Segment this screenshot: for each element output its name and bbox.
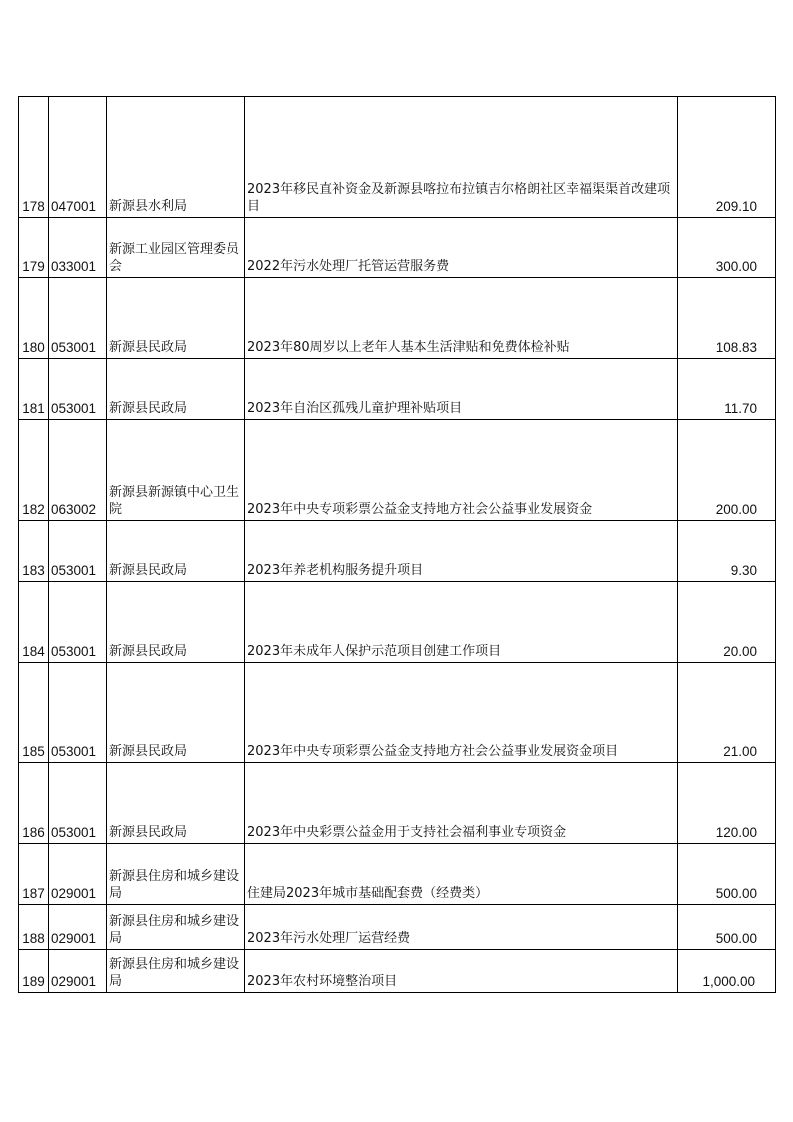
dept-code: 053001 (49, 663, 107, 763)
amount: 20.00 (678, 582, 776, 663)
table-row (19, 359, 776, 420)
amount: 300.00 (678, 218, 776, 278)
amount: 209.10 (678, 97, 776, 218)
amount: 108.83 (678, 278, 776, 359)
row-number: 178 (19, 97, 49, 218)
row-number: 185 (19, 663, 49, 763)
row-number: 188 (19, 905, 49, 950)
department: 新源县住房和城乡建设局 (107, 844, 245, 905)
dept-code: 029001 (49, 950, 107, 993)
department: 新源县民政局 (107, 582, 245, 663)
project-name: 2023年自治区孤残儿童护理补贴项目 (245, 359, 678, 420)
project-name: 2022年污水处理厂托管运营服务费 (245, 218, 678, 278)
project-name: 2023年污水处理厂运营经费 (245, 905, 678, 950)
table-row (19, 663, 776, 763)
row-number: 189 (19, 950, 49, 993)
table-row (19, 420, 776, 521)
amount: 500.00 (678, 905, 776, 950)
table-row (19, 582, 776, 663)
dept-code: 029001 (49, 844, 107, 905)
row-number: 184 (19, 582, 49, 663)
department: 新源县民政局 (107, 359, 245, 420)
row-number: 186 (19, 763, 49, 844)
row-number: 182 (19, 420, 49, 521)
department: 新源县新源镇中心卫生院 (107, 420, 245, 521)
amount: 21.00 (678, 663, 776, 763)
table-body (19, 97, 776, 993)
amount: 200.00 (678, 420, 776, 521)
amount: 9.30 (678, 521, 776, 582)
table-row (19, 844, 776, 905)
amount: 11.70 (678, 359, 776, 420)
budget-table (18, 96, 776, 993)
amount: 500.00 (678, 844, 776, 905)
department: 新源工业园区管理委员会 (107, 218, 245, 278)
department: 新源县民政局 (107, 763, 245, 844)
project-name: 2023年移民直补资金及新源县喀拉布拉镇吉尔格朗社区幸福渠渠首改建项目 (245, 97, 678, 218)
amount: 1,000.00 (678, 950, 776, 993)
table-row (19, 905, 776, 950)
row-number: 180 (19, 278, 49, 359)
department: 新源县水利局 (107, 97, 245, 218)
dept-code: 053001 (49, 359, 107, 420)
department: 新源县住房和城乡建设局 (107, 905, 245, 950)
dept-code: 063002 (49, 420, 107, 521)
project-name: 2023年中央专项彩票公益金支持地方社会公益事业发展资金项目 (245, 663, 678, 763)
project-name: 2023年未成年人保护示范项目创建工作项目 (245, 582, 678, 663)
project-name: 2023年80周岁以上老年人基本生活津贴和免费体检补贴 (245, 278, 678, 359)
table-row (19, 97, 776, 218)
amount: 120.00 (678, 763, 776, 844)
dept-code: 053001 (49, 763, 107, 844)
dept-code: 033001 (49, 218, 107, 278)
project-name: 2023年中央专项彩票公益金支持地方社会公益事业发展资金 (245, 420, 678, 521)
dept-code: 029001 (49, 905, 107, 950)
table-row (19, 521, 776, 582)
row-number: 179 (19, 218, 49, 278)
project-name: 2023年中央彩票公益金用于支持社会福利事业专项资金 (245, 763, 678, 844)
dept-code: 053001 (49, 582, 107, 663)
project-name: 住建局2023年城市基础配套费（经费类） (245, 844, 678, 905)
project-name: 2023年农村环境整治项目 (245, 950, 678, 993)
dept-code: 047001 (49, 97, 107, 218)
department: 新源县民政局 (107, 278, 245, 359)
department: 新源县民政局 (107, 663, 245, 763)
table-row (19, 218, 776, 278)
project-name: 2023年养老机构服务提升项目 (245, 521, 678, 582)
row-number: 187 (19, 844, 49, 905)
row-number: 181 (19, 359, 49, 420)
dept-code: 053001 (49, 278, 107, 359)
dept-code: 053001 (49, 521, 107, 582)
table-row (19, 950, 776, 993)
department: 新源县住房和城乡建设局 (107, 950, 245, 993)
table-row (19, 278, 776, 359)
row-number: 183 (19, 521, 49, 582)
table-row (19, 763, 776, 844)
department: 新源县民政局 (107, 521, 245, 582)
